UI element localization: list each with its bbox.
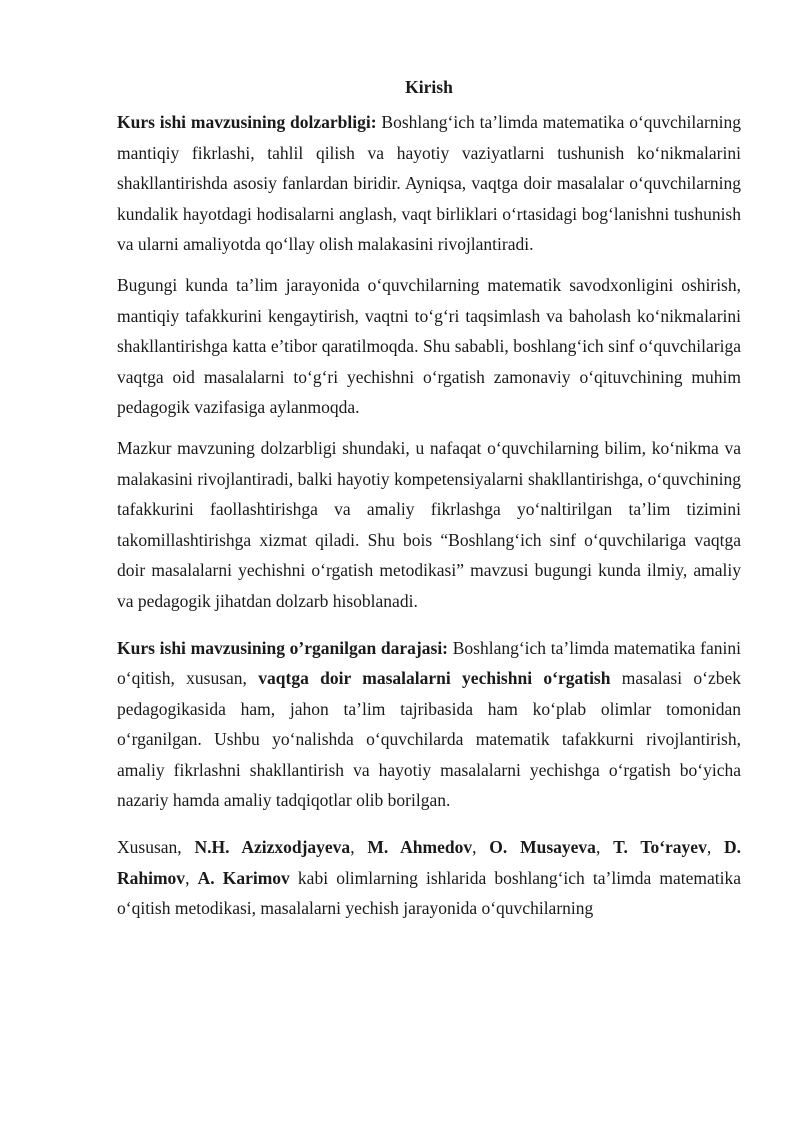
paragraph-lead: Kurs ishi mavzusining dolzarbligi:	[117, 112, 377, 132]
paragraph-current-state: Bugungi kunda ta’lim jarayonida o‘quvchilarning matematik savodxonligini oshirish, mantiqiy tafakkurini kengaytirish, vaqtni to‘g‘ri taqsimlash va baholash ko‘nikmalarini shakllantirishga katta e’tibor qaratilmoqda. Shu sababli, boshlang‘ich sinf o‘quvchilariga vaqtga oid masalalarni to‘g‘ri yechishni o‘rgatish zamonaviy o‘qituvchining muhim pedagogik vazifasiga aylanmoqda.	[117, 274, 741, 418]
paragraph-topic-importance: Mazkur mavzuning dolzarbligi shundaki, u nafaqat o‘quvchilarning bilim, ko‘nikma va malakasini rivojlantiradi, balki hayotiy kompetensiyalarni shakllantirishga, o‘quvchining tafakkurini faollashtirishga va amaliy fikrlashga yo‘naltirilgan ta’lim tizimini takomillashtirishga xizmat qiladi. Shu bois “Boshlang‘ich sinf o‘quvchilariga vaqtga doir masalalarni yechishni o‘rgatish metodikasi” mavzusi bugungi kunda ilmiy, amaliy va pedagogik jihatdan dolzarb hisoblanadi.	[117, 437, 741, 611]
scholar-name: T. To‘rayev	[613, 837, 707, 858]
scholar-name: A. Karimov	[197, 867, 290, 888]
emphasis-text: vaqtga doir masalalarni yechishni o‘rgatish	[258, 668, 611, 689]
separator: ,	[185, 867, 198, 888]
paragraph-text: Boshlang‘ich ta’limda matematika fanini o‘qitish, xususan,	[117, 637, 741, 689]
scholar-name: D. Rahimov	[117, 837, 742, 888]
separator: ,	[472, 837, 490, 858]
paragraph-lead: Kurs ishi mavzusining o’rganilgan darajasi:	[117, 637, 449, 658]
paragraph-research-level	[117, 633, 741, 817]
scholar-name: O. Musayeva	[489, 837, 596, 858]
scholar-name: N.H. Azizxodjayeva	[194, 837, 351, 858]
paragraph-text: Boshlang‘ich ta’limda matematika o‘quvchilarning mantiqiy fikrlashi, tahlil qilish va hayotiy vaziyatlarni tushunish ko‘nikmalarini shakllantirishda asosiy fanlardan biridir. Ayniqsa, vaqtga doir masalalar o‘quvchilarning kundalik hayotdagi hodisalarni anglash, vaqt birliklari o‘rtasidagi bog‘lanishni tushunish va ularni amaliyotda qo‘llay olish malakasini rivojlantiradi.	[117, 112, 741, 255]
paragraph-text: masalasi o‘zbek pedagogikasida ham, jahon ta’lim tajribasida ham ko‘plab olimlar tomonidan o‘rganilgan. Ushbu yo‘nalishda o‘quvchilarda matematik tafakkurni rivojlantirish, amaliy fikrlashni shakllantirish va hayotiy masalalarni yechishga o‘rgatish bo‘yicha nazariy hamda amaliy tadqiqotlar olib borilgan.	[117, 668, 741, 811]
scholar-name: M. Ahmedov	[367, 837, 473, 858]
section-title: Kirish	[405, 77, 453, 97]
paragraph-relevance	[117, 107, 741, 260]
separator: ,	[350, 837, 368, 858]
paragraph-text: kabi olimlarning ishlarida boshlang‘ich ta’limda matematika o‘qitish metodikasi, masalalarni yechish jarayonida o‘quvchilarning	[117, 867, 741, 919]
paragraph-scholars	[117, 832, 741, 924]
separator: ,	[706, 837, 725, 858]
separator: ,	[595, 837, 614, 858]
paragraph-text: Xususan,	[117, 837, 195, 858]
